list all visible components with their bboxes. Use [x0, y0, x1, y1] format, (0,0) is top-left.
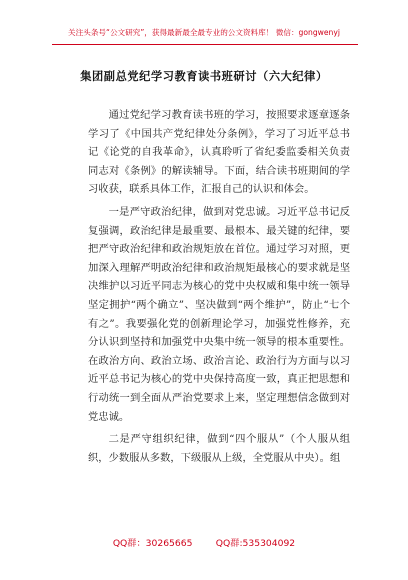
header-promo: 关注头条号“公文研究”，获得最新最全最专业的公文资料库！ 微信：gongwenyj	[68, 28, 340, 37]
paragraph-organizational-discipline: 二是严守组织纪律，做到“四个服从”（个人服从组织，少数服从多数，下级服从上级，全党服从中央）。组	[88, 433, 350, 464]
document-body	[88, 106, 350, 471]
paragraph-political-discipline: 一是严守政治纪律，做到对党忠诚。习近平总书记反复强调，政治纪律是最重要、最根本、最关键的纪律，要把严守政治纪律和政治规矩放在首位。通过学习对照，更加深入理解严明政治纪律和政治规矩最核心的要求就是坚决维护以习近平同志为核心的党中央权威和集中统一领导坚定拥护“两个确立”、坚决做到“两个维护”，防止“七个有之”。我要强化党的创新理论学习，加强党性修养，充分认识到坚持和加强党中央集中统一领导的根本重要性。在政治方向、政治立场、政治言论、政治行为方面与以习近平总书记为核心的党中央保持高度一致，真正把思想和行动统一到全面从严治党要求上来，坚定理想信念做到对党忠诚。	[88, 205, 350, 423]
footer-qq-groups: QQ群：30265665 QQ群:535304092	[112, 538, 296, 549]
document-title: 集团副总党纪学习教育读书班研讨（六大纪律）	[80, 70, 328, 83]
header-divider	[52, 44, 358, 45]
paragraph-intro: 通过党纪学习教育读书班的学习，按照要求逐章逐条学习了《中国共产党纪律处分条例》，学习了习近平总书记《论党的自我革命》，认真聆听了省纪委监委相关负责同志对《条例》的解读辅导。下面，结合读书班期间的学习收获，联系具体工作，汇报自己的认识和体会。	[88, 109, 350, 196]
